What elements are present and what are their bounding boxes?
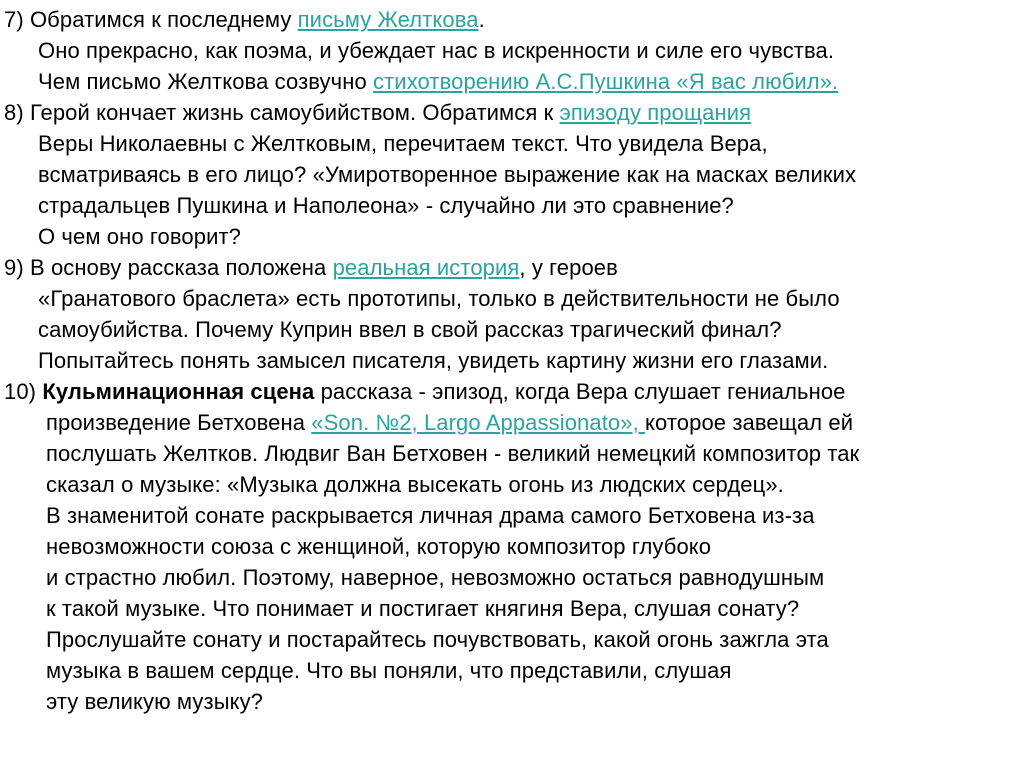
item-10-line-1: [0, 376, 846, 407]
item-8-text: О чем оно говорит?: [38, 224, 241, 249]
item-10-text: к такой музыке. Что понимает и постигает княгиня Вера, слушая сонату?: [46, 596, 800, 621]
item-9-line-1: [0, 252, 618, 283]
item-10-line-6: [0, 531, 711, 562]
item-8-line-1: [0, 97, 751, 128]
item-8-line-4: [0, 190, 734, 221]
item-8-line-5: [0, 221, 241, 252]
item-9-text: самоубийства. Почему Куприн ввел в свой рассказ трагический финал?: [38, 317, 782, 342]
item-10-text: и страстно любил. Поэтому, наверное, невозможно остаться равнодушным: [46, 565, 825, 590]
item-10-text: В знаменитой сонате раскрывается личная драма самого Бетховена из-за: [46, 503, 815, 528]
item-10-number: 10): [4, 379, 43, 404]
item-8-line-2: [0, 128, 768, 159]
item-7-text: Оно прекрасно, как поэма, и убеждает нас в искренности и силе его чувства.: [38, 38, 835, 63]
item-9-line-3: [0, 314, 782, 345]
item-9-text: «Гранатового браслета» есть прототипы, только в действительности не было: [38, 286, 840, 311]
item-10-text: невозможности союза с женщиной, которую композитор глубоко: [46, 534, 712, 559]
item-10-line-3: [0, 438, 859, 469]
item-10-text: Прослушайте сонату и постарайтесь почувствовать, какой огонь зажгла эта: [46, 627, 829, 652]
link-farewell-episode[interactable]: эпизоду прощания: [559, 100, 752, 125]
item-7-line-1: [0, 4, 485, 35]
item-8-line-3: [0, 159, 856, 190]
item-10-text: эту великую музыку?: [46, 689, 264, 714]
item-9-line-4: [0, 345, 828, 376]
item-10-line-8: [0, 593, 799, 624]
item-8-text: 8) Герой кончает жизнь самоубийством. Обратимся к: [4, 100, 560, 125]
item-8-text: Веры Николаевны с Желтковым, перечитаем текст. Что увидела Вера,: [38, 131, 768, 156]
item-9-text: 9) В основу рассказа положена: [4, 255, 333, 280]
item-10-line-10: [0, 655, 731, 686]
item-8-text: всматриваясь в его лицо? «Умиротворенное выражение как на масках великих: [38, 162, 857, 187]
item-8-text: страдальцев Пушкина и Наполеона» - случайно ли это сравнение?: [38, 193, 734, 218]
link-pushkin-poem[interactable]: стихотворению А.С.Пушкина «Я вас любил».: [373, 69, 839, 94]
item-7-line-3: [0, 66, 838, 97]
item-10-line-2: [0, 407, 853, 438]
item-10-text: которое завещал ей: [645, 410, 854, 435]
item-10-line-9: [0, 624, 829, 655]
item-10-text: сказал о музыке: «Музыка должна высекать огонь из людских сердец».: [46, 472, 784, 497]
link-beethoven-sonata[interactable]: «Son. №2, Largo Appassionato»,: [311, 410, 646, 435]
climax-scene-heading: Кульминационная сцена: [42, 379, 315, 404]
link-zheltkov-letter[interactable]: письму Желткова: [297, 7, 479, 32]
item-10-line-7: [0, 562, 824, 593]
item-10-text: музыка в вашем сердце. Что вы поняли, что представили, слушая: [46, 658, 732, 683]
link-real-story[interactable]: реальная история: [332, 255, 520, 280]
item-9-text-end: , у героев: [519, 255, 618, 280]
item-10-text: послушать Желтков. Людвиг Ван Бетховен - великий немецкий композитор так: [46, 441, 860, 466]
item-7-line-2: [0, 35, 834, 66]
item-7-text: 7) Обратимся к последнему: [4, 7, 298, 32]
item-10-text: произведение Бетховена: [46, 410, 312, 435]
item-10-line-11: [0, 686, 263, 717]
item-7-text: Чем письмо Желткова созвучно: [38, 69, 374, 94]
item-10-line-5: [0, 500, 815, 531]
item-9-line-2: [0, 283, 840, 314]
item-9-text: Попытайтесь понять замысел писателя, увидеть картину жизни его глазами.: [38, 348, 829, 373]
item-7-text-end: .: [478, 7, 485, 32]
item-10-text: рассказа - эпизод, когда Вера слушает гениальное: [314, 379, 846, 404]
item-10-line-4: [0, 469, 784, 500]
